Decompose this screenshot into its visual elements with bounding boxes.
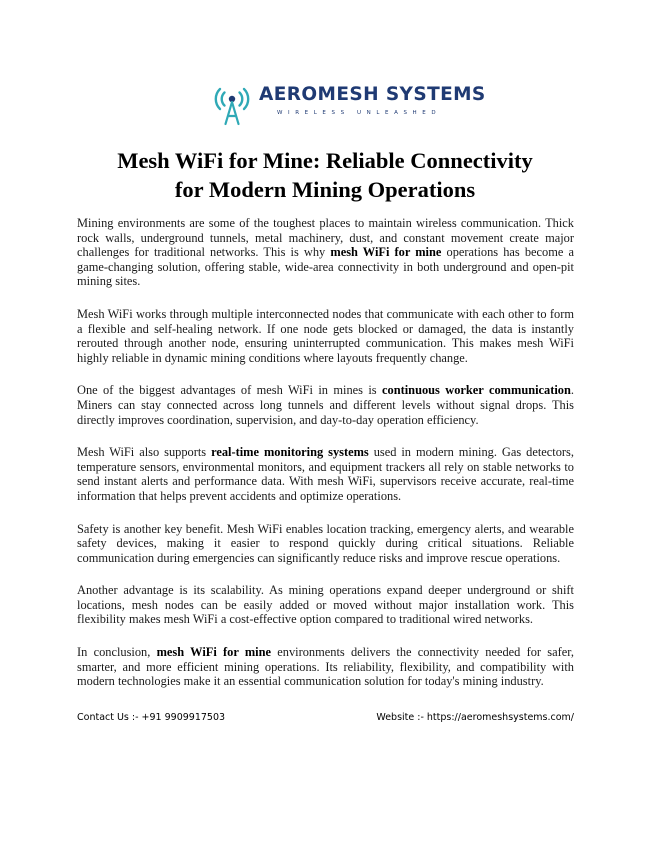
paragraph-bold-text: real-time monitoring systems: [211, 445, 369, 460]
paragraph-how-it-works: [77, 307, 574, 365]
paragraph-text: Mesh WiFi also supports: [77, 445, 212, 460]
antenna-tower-icon: [213, 80, 251, 126]
paragraph-text: One of the biggest advantages of mesh WiFi in mines is: [77, 383, 383, 398]
paragraph-bold-text: mesh WiFi for mine: [330, 245, 442, 260]
paragraph-monitoring: [77, 445, 574, 503]
page-title: [60, 146, 590, 204]
title-line-1: Mesh WiFi for Mine: Reliable Connectivity: [117, 148, 533, 173]
brand-logo: [213, 80, 486, 126]
paragraph-text: environments delivers the connectivity needed for safer, smarter, and more efficient mining operations. Its reliability, flexibility, and compatibility with modern technologies make it an essential communication solution for today's mining industry.: [77, 645, 574, 689]
paragraph-text: Mining environments are some of the toughest places to maintain wireless communication. Thick rock walls, underground tunnels, metal machinery, dust, and constant movement create major challenges for traditional networks. This is why: [77, 216, 574, 260]
paragraph-scalability: [77, 583, 574, 627]
brand-tagline: WIRELESS UNLEASHED: [277, 110, 442, 116]
paragraph-worker-communication: [77, 383, 574, 427]
paragraph-text: . Miners can stay connected across long tunnels and different levels without signal drops. This directly improves coordination, supervision, and day-to-day operation efficiency.: [77, 383, 574, 427]
brand-name: AEROMESH SYSTEMS: [259, 84, 486, 105]
paragraph-text: Mesh WiFi works through multiple interconnected nodes that communicate with each other to form a flexible and self-healing network. If one node gets blocked or damaged, the data is instantly rerouted through another node, ensuring uninterrupted communication. This makes mesh WiFi highly reliable in dynamic mining conditions where layouts frequently change.: [77, 306, 574, 365]
paragraph-bold-text: continuous worker communication: [382, 383, 571, 398]
paragraph-text: operations has become a game-changing solution, offering stable, wide-area connectivity in both underground and open-pit mining sites.: [77, 245, 574, 289]
paragraph-text: Safety is another key benefit. Mesh WiFi enables location tracking, emergency alerts, and wearable safety devices, making it easier to respond quickly during critical situations. Reliable communication during emergencies can significantly reduce risks and improve rescue operations.: [77, 521, 574, 565]
article-body: [77, 216, 574, 707]
paragraph-text: In conclusion,: [77, 645, 157, 660]
title-line-2: for Modern Mining Operations: [174, 177, 476, 202]
website-link[interactable]: Website :- https://aeromeshsystems.com/: [376, 712, 574, 723]
paragraph-intro: [77, 216, 574, 289]
paragraph-text: Another advantage is its scalability. As mining operations expand deeper underground or shift locations, mesh nodes can be easily added or moved without major installation work. This flexibility makes mesh WiFi a cost-effective option compared to traditional wired networks.: [77, 583, 574, 627]
paragraph-bold-text: mesh WiFi for mine: [156, 645, 272, 660]
page-footer: [77, 712, 574, 728]
paragraph-text: used in modern mining. Gas detectors, temperature sensors, environmental monitors, and equipment trackers all rely on stable networks to send instant alerts and performance data. With mesh WiFi, supervisors receive accurate, real-time information that helps prevent accidents and optimize operations.: [77, 445, 574, 503]
contact-phone: Contact Us :- +91 9909917503: [77, 712, 226, 723]
paragraph-conclusion: [77, 645, 574, 689]
paragraph-safety: [77, 522, 574, 566]
